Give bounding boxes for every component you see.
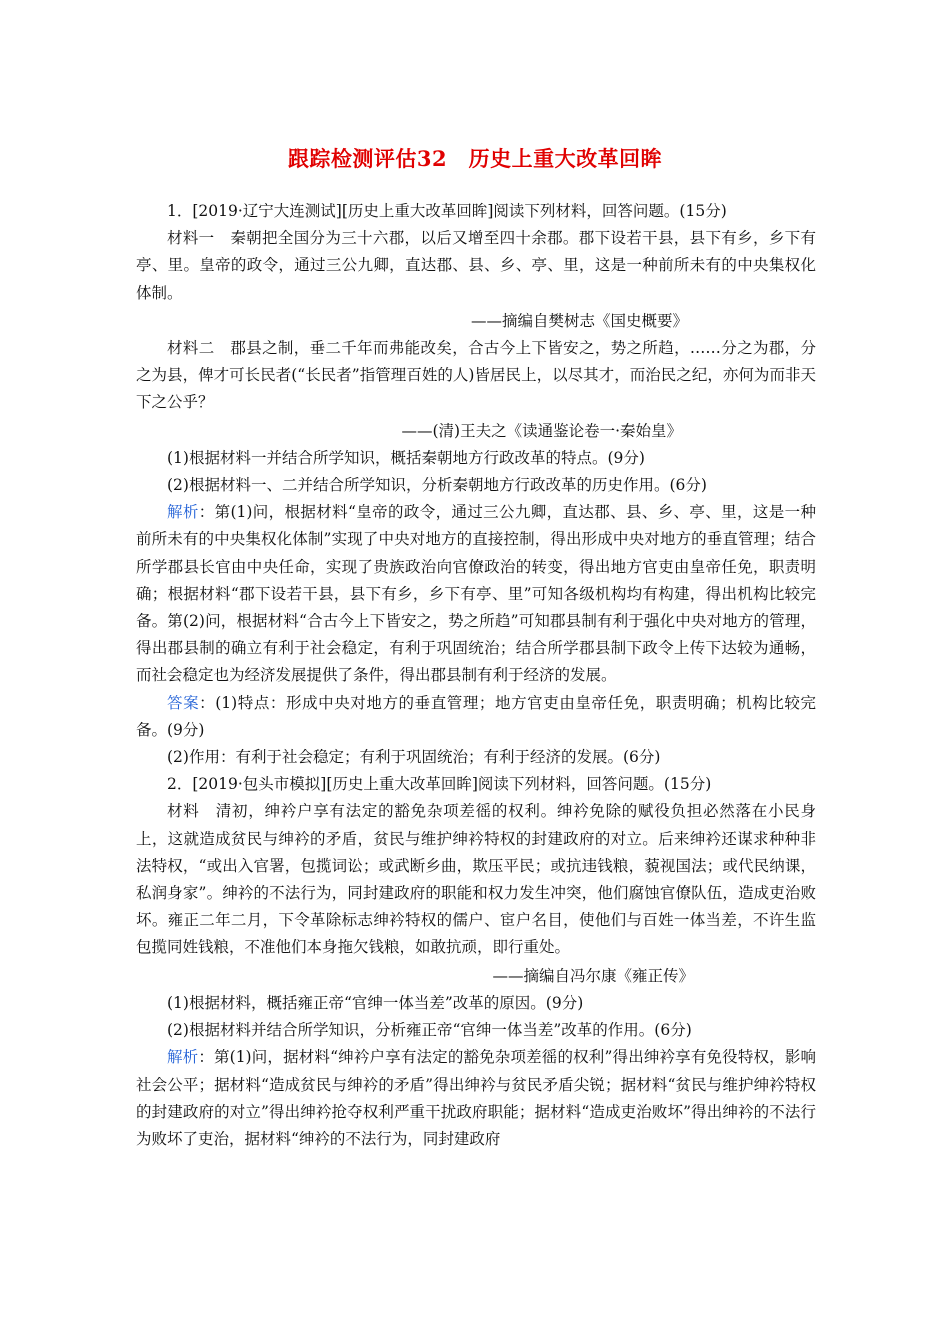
q1-answer-text: ：(1)特点：形成中央对地方的垂直管理；地方官吏由皇帝任免，职责明确；机构比较完备。(9分) [136, 693, 816, 739]
question-2-stem: 2．[2019·包头市模拟][历史上重大改革回眸]阅读下列材料，回答问题。(15分) [167, 775, 712, 794]
q1-source-1: ——摘编自樊树志《国史概要》 [470, 311, 688, 330]
q2-analysis-text: ：第(1)问，据材料“绅衿户享有法定的豁免杂项差徭的权利”得出绅衿享有免役特权，影响社会公平；据材料“造成贫民与绅衿的矛盾”得出绅衿与贫民矛盾尖锐；据材料“贫民与维护绅衿特权的封建政府的对立”得出绅衿抢夺权利严重干扰政府职能；据材料“造成吏治败坏”得出绅衿的不法行为败坏了吏治，据材料“绅衿的不法行为，同封建政府 [136, 1048, 816, 1148]
analysis-label: 解析 [167, 503, 199, 522]
q2-source: ——摘编自冯尔康《雍正传》 [492, 966, 694, 985]
q1-answer [136, 690, 816, 744]
q1-answer-2: (2)作用：有利于社会稳定；有利于巩固统治；有利于经济的发展。(6分) [167, 748, 661, 767]
q1-material-1: 材料一 秦朝把全国分为三十六郡，以后又增至四十余郡。郡下设若干县，县下有乡，乡下有亭、里。皇帝的政令，通过三公九卿，直达郡、县、乡、亭、里，这是一种前所未有的中央集权化体制。 [136, 229, 816, 302]
q1-material-2: 材料二 郡县之制，垂二千年而弗能改矣，合古今上下皆安之，势之所趋，……分之为郡，分之为县，俾才可长民者(“长民者”指管理百姓的人)皆居民上，以尽其才，而治民之纪，亦何为而非天下之公乎？ [136, 339, 816, 412]
q1-analysis [136, 499, 816, 689]
q2-subquestion-2: (2)根据材料并结合所学知识，分析雍正帝“官绅一体当差”改革的作用。(6分) [167, 1021, 692, 1040]
q2-subquestion-1: (1)根据材料，概括雍正帝“官绅一体当差”改革的原因。(9分) [167, 993, 584, 1012]
q1-subquestion-1: (1)根据材料一并结合所学知识，概括秦朝地方行政改革的特点。(9分) [167, 448, 645, 467]
question-1-stem: 1．[2019·辽宁大连测试][历史上重大改革回眸]阅读下列材料，回答问题。(15分) [167, 202, 727, 220]
analysis-label: 解析 [167, 1048, 199, 1067]
q2-analysis [136, 1044, 816, 1153]
answer-label: 答案 [167, 693, 200, 712]
q1-subquestion-2: (2)根据材料一、二并结合所学知识，分析秦朝地方行政改革的历史作用。(6分) [167, 476, 707, 495]
document-body [136, 198, 816, 1153]
page-title: 跟踪检测评估32 历史上重大改革回眸 [287, 146, 663, 171]
q2-material: 材料 清初，绅衿户享有法定的豁免杂项差徭的权利。绅衿免除的赋役负担必然落在小民身上，这就造成贫民与绅衿的矛盾，贫民与维护绅衿特权的封建政府的对立。后来绅衿还谋求种种非法特权，“或出入官署，包揽词讼；或武断乡曲，欺压平民；或抗违钱粮，藐视国法；或代民纳课，私润身家”。绅衿的不法行为，同封建政府的职能和权力发生冲突，他们腐蚀官僚队伍，造成吏治败坏。雍正二年二月，下令革除标志绅衿特权的儒户、宦户名目，使他们与百姓一体当差，不许生监包揽同姓钱粮，不准他们本身拖欠钱粮，如敢抗顽，即行重处。 [136, 802, 816, 957]
q1-analysis-text: ：第(1)问，根据材料“皇帝的政令，通过三公九卿，直达郡、县、乡、亭、里，这是一种前所未有的中央集权化体制”实现了中央对地方的直接控制，得出形成中央对地方的垂直管理；结合所学郡县长官由中央任命，实现了贵族政治向官僚政治的转变，得出地方官吏由皇帝任免，职责明确；根据材料“郡下设若干县，县下有乡，乡下有亭、里”可知各级机构均有构建，得出机构比较完备。第(2)问，根据材料“合古今上下皆安之，势之所趋”可知郡县制有利于强化中央对地方的管理，得出郡县制的确立有利于社会稳定，有利于巩固统治；结合所学郡县制下政令上传下达较为通畅，而社会稳定也为经济发展提供了条件，得出郡县制有利于经济的发展。 [136, 503, 816, 685]
q1-source-2: ——(清)王夫之《读通鉴论卷一·秦始皇》 [401, 421, 682, 440]
